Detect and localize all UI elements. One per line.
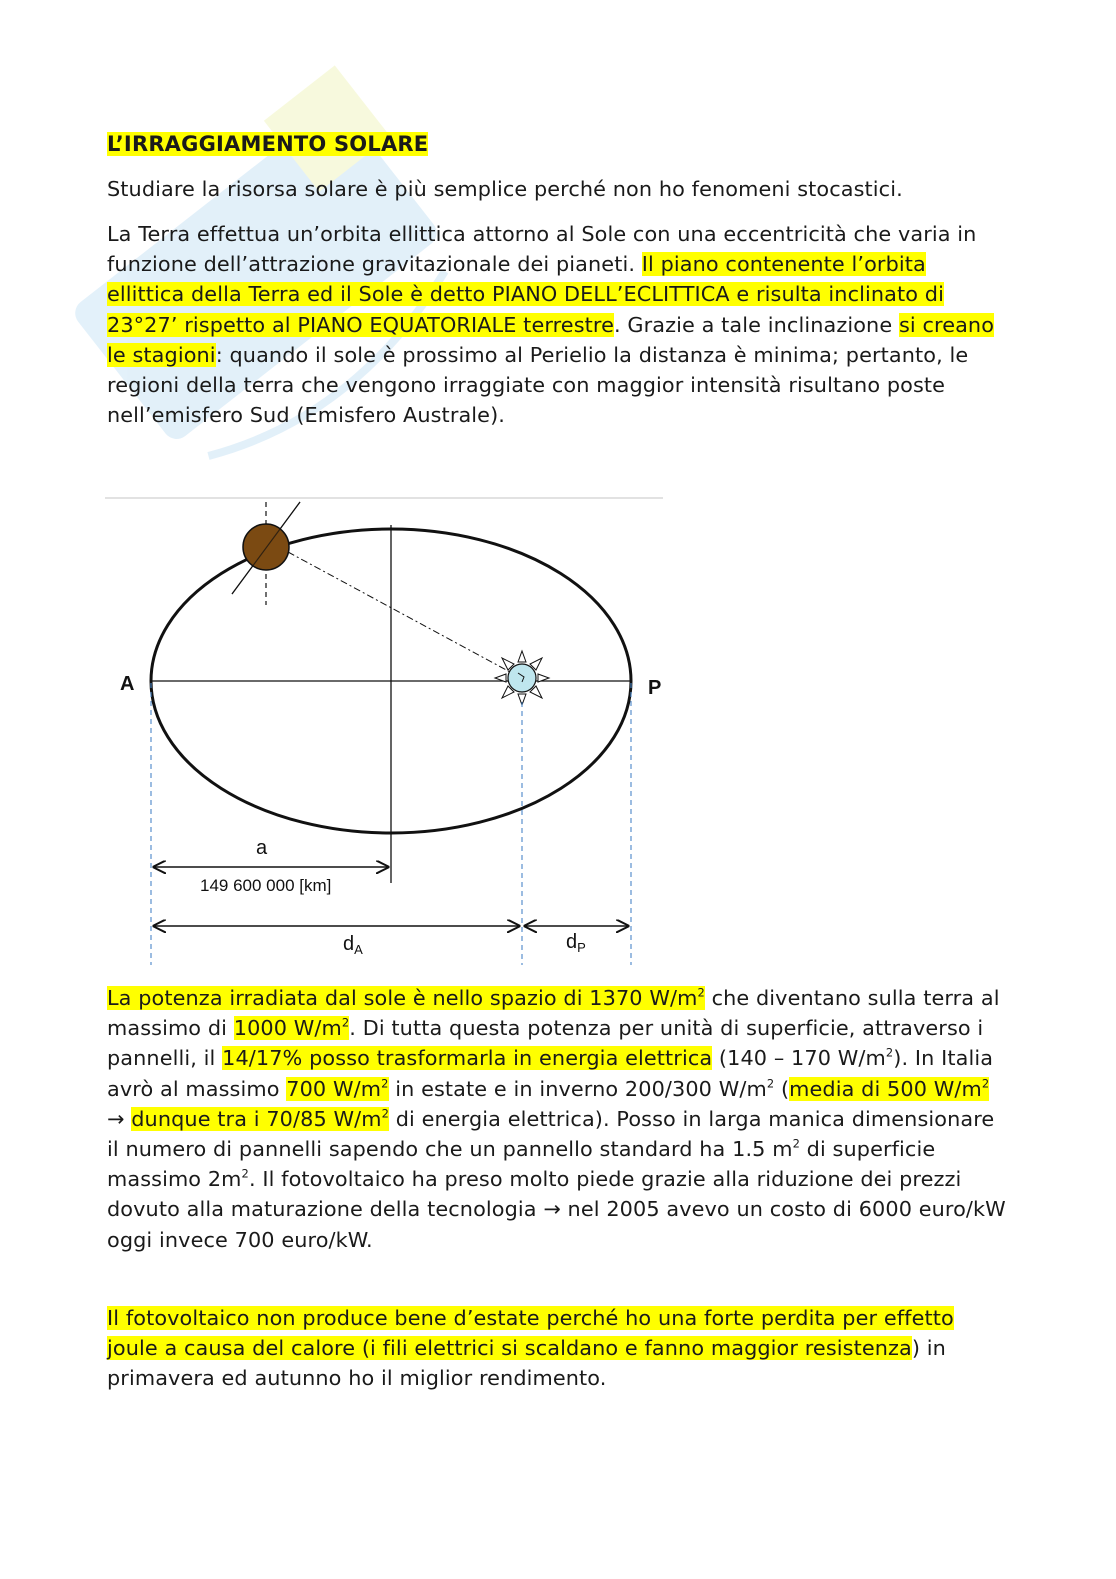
power-text-1: che diventano sulla terra al massimo di bbox=[107, 986, 1000, 1041]
earth-sun-line bbox=[288, 552, 510, 672]
summer-text: ) in primavera ed autunno ho il miglior rendimento. bbox=[107, 1336, 946, 1391]
power-highlight-4: 700 $W/m^2$ bbox=[286, 1076, 389, 1101]
orbit-highlight-2: si creano le stagioni bbox=[107, 312, 995, 367]
intro-paragraph: Studiare la risorsa solare è più semplice perché non ho fenomeni stocastici. bbox=[107, 177, 903, 201]
orbit-highlight-1: Il piano contenente l’orbita ellittica della Terra ed il Sole è detto PIANO DELL’ECLITTICA e risulta inclinato di 23°27’ rispetto al PIANO EQUATORIALE terrestre bbox=[107, 252, 944, 337]
summer-highlight: Il fotovoltaico non produce bene d’estate perché ho una forte perdita per effetto joule a causa del calore (i fili elettrici si scaldano e fanno maggior resistenza bbox=[107, 1306, 954, 1361]
title-text: L’IRRAGGIAMENTO SOLARE bbox=[107, 132, 429, 156]
da-label: $d_A$ bbox=[343, 933, 363, 957]
orbit-paragraph bbox=[107, 219, 1007, 430]
power-text-5: di energia elettrica). Posso in larga manica dimensionare il numero di pannelli sapendo che un pannello standard ha 1.5 $m^2$ di superficie massimo $2m^2$. Il fotovoltaico ha preso molto piede grazie alla riduzione dei prezzi dovuto alla maturazione della tecnologia → nel 2005 avevo un costo di 6000 euro/kW oggi invece 700 euro/kW. bbox=[107, 1106, 1006, 1252]
dp-label: $d_P$ bbox=[566, 931, 586, 955]
distance-label: 149 600 000 [km] bbox=[200, 876, 332, 895]
orbit-diagram bbox=[100, 490, 680, 970]
arrow-icon: → bbox=[107, 1106, 132, 1131]
power-text-3: (140 – 170 $W/m^2$). In Italia avrò al massimo bbox=[107, 1045, 994, 1101]
power-highlight-1: La potenza irradiata dal sole è nello spazio di 1370 $W/m^2$ bbox=[107, 985, 705, 1010]
page-title bbox=[107, 132, 428, 156]
sun-icon bbox=[495, 651, 549, 705]
power-highlight-5: media di 500 $W/m^2$ bbox=[789, 1076, 990, 1101]
orbit-text-2: . Grazie a tale inclinazione bbox=[613, 312, 899, 337]
power-highlight-6: dunque tra i 70/85 $W/m^2$ bbox=[131, 1106, 390, 1131]
summer-paragraph bbox=[107, 1303, 1007, 1394]
aphelion-label: A bbox=[120, 673, 135, 695]
power-text-4: in estate e in inverno 200/300 $W/m^2$ ( bbox=[388, 1076, 790, 1101]
power-paragraph bbox=[107, 983, 1007, 1255]
orbit-text-1: La Terra effettua un’orbita ellittica attorno al Sole con una eccentricità che varia in funzione dell’attrazione gravitazionale dei pianeti. bbox=[107, 222, 977, 277]
power-text-2: . Di tutta questa potenza per unità di superficie, attraverso i pannelli, il bbox=[107, 1016, 984, 1071]
power-highlight-2: 1000 $W/m^2$ bbox=[233, 1015, 350, 1041]
perihelion-label: P bbox=[648, 677, 662, 699]
orbit-text-3: : quando il sole è prossimo al Perielio la distanza è minima; pertanto, le regioni della terra che vengono irraggiate con maggior intensità risultano poste nell’emisfero Sud (Emisfero Australe). bbox=[107, 342, 969, 428]
semi-axis-label: a bbox=[256, 837, 268, 859]
power-highlight-3: 14/17% posso trasformarla in energia elettrica bbox=[222, 1046, 713, 1071]
